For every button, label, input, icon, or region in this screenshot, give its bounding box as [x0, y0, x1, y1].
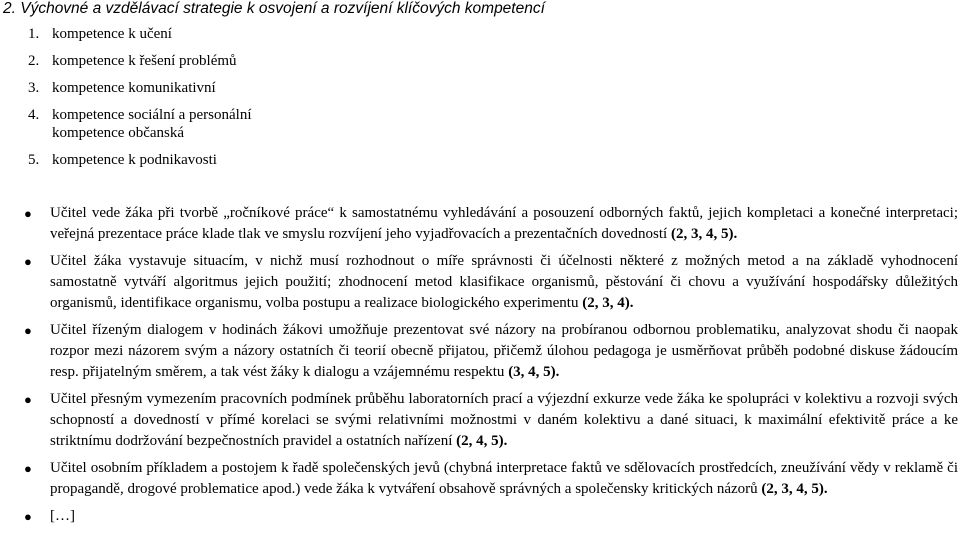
- list-item: [28, 25, 448, 43]
- list-text: kompetence k řešení problémů: [52, 53, 237, 69]
- bullet-icon: ●: [24, 254, 32, 269]
- strategy-text: Učitel osobním příkladem a postojem k řadě společenských jevů (chybná interpretace faktů ve sdělovacích prostředcích, zneužívání vědy v reklamě či propagandě, drogové problematice apod.) vede žáka k vytváření obsahově správných a společensky kritických názorů: [50, 460, 958, 497]
- list-item: [24, 251, 958, 314]
- competence-refs: (2, 3, 4, 5).: [761, 481, 828, 497]
- competence-refs: (2, 3, 4).: [582, 295, 634, 311]
- list-item: [24, 389, 958, 452]
- competence-refs: (3, 4, 5).: [508, 364, 560, 380]
- list-text: kompetence komunikativní: [52, 80, 216, 96]
- competence-list: [28, 25, 448, 169]
- list-item: [24, 458, 958, 500]
- competence-refs: (2, 4, 5).: [456, 433, 508, 449]
- competence-refs: (2, 3, 4, 5).: [670, 226, 738, 242]
- list-text: kompetence k podnikavosti: [52, 152, 217, 168]
- bullet-icon: ●: [24, 323, 32, 338]
- list-item: [24, 203, 958, 245]
- list-item: [28, 52, 448, 70]
- list-item: [28, 106, 448, 142]
- list-item: [28, 151, 448, 169]
- bullet-icon: ●: [24, 392, 32, 407]
- strategy-text: Učitel přesným vymezením pracovních podmínek průběhu laboratorních prací a výjezdní exkurze vede žáka ke spolupráci v kolektivu a rozvoji svých schopností a dovedností v přímé korelaci se svými relativními možnostmi v daném kolektivu a dané situaci, k maximální efektivitě práce a ke striktnímu dodržování bezpečnostních pravidel a ostatních nařízení: [50, 391, 958, 449]
- list-text: kompetence k učení: [52, 26, 172, 42]
- strategy-text: […]: [50, 508, 75, 524]
- section-heading: 2. Výchovné a vzdělávací strategie k osvojení a rozvíjení klíčových kompetencí: [3, 0, 545, 17]
- list-number: 1.: [28, 26, 40, 42]
- list-number: 2.: [28, 53, 40, 69]
- strategy-text: Učitel žáka vystavuje situacím, v nichž musí rozhodnout o míře správnosti či účelnosti některé z možných metod a na základě vyhodnocení samostatně vytváří algoritmus jejich použití; zhodnocení metod klasifikace organismů, pěstování či chovu a využívání hospodářsky důležitých organismů, identifikace organismu, volba postupu a realizace biologického experimentu: [50, 253, 958, 311]
- list-number: 4.: [28, 107, 40, 123]
- bullet-icon: ●: [24, 461, 32, 476]
- list-text: kompetence sociální a personální kompetence občanská: [52, 107, 252, 141]
- bullet-icon: ●: [24, 509, 32, 524]
- bullet-icon: ●: [24, 206, 32, 221]
- list-item: [24, 506, 958, 527]
- strategy-list: [24, 203, 958, 533]
- strategy-text: Učitel řízeným dialogem v hodinách žákovi umožňuje prezentovat své názory na probíranou odbornou problematiku, analyzovat shodu či naopak rozpor mezi názorem svým a názory ostatních či teorií obecně přijatou, přičemž úlohou pedagoga je usměrňovat průběh podobné diskuse žádoucím resp. přijatelným směrem, a tak vést žáky k dialogu a vzájemnému respektu: [50, 322, 958, 380]
- strategy-text: Učitel vede žáka při tvorbě „ročníkové práce“ k samostatnému vyhledávání a posouzení odborných faktů, jejich kompletaci a konečné interpretaci; veřejná prezentace práce klade tlak ve smyslu rozvíjení jeho vyjadřovacích a prezentačních dovedností: [50, 205, 958, 242]
- list-item: [28, 79, 448, 97]
- list-item: [24, 320, 958, 383]
- list-number: 3.: [28, 80, 40, 96]
- list-number: 5.: [28, 152, 40, 168]
